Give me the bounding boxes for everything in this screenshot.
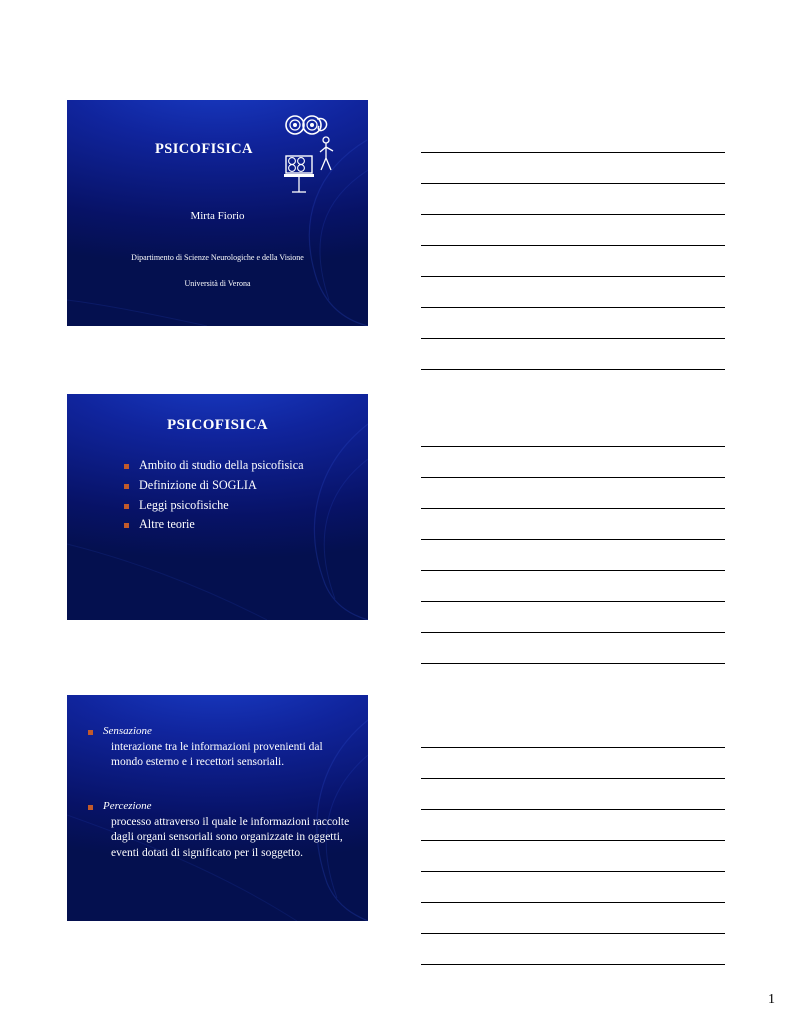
notes-area-2[interactable] bbox=[421, 416, 725, 664]
note-line[interactable] bbox=[421, 308, 725, 339]
note-line[interactable] bbox=[421, 184, 725, 215]
page-number: 1 bbox=[768, 992, 775, 1007]
slide-department: Dipartimento di Scienze Neurologiche e della Visione bbox=[131, 253, 304, 262]
definition-block-percezione bbox=[87, 800, 352, 861]
note-line[interactable] bbox=[421, 447, 725, 478]
note-line[interactable] bbox=[421, 571, 725, 602]
notes-area-3[interactable] bbox=[421, 717, 725, 965]
slide-title-text: PSICOFISICA bbox=[166, 417, 269, 433]
note-line[interactable] bbox=[421, 339, 725, 370]
slide-definitions[interactable] bbox=[67, 695, 368, 921]
note-line[interactable] bbox=[421, 478, 725, 509]
note-line[interactable] bbox=[421, 277, 725, 308]
note-line[interactable] bbox=[421, 509, 725, 540]
note-line[interactable] bbox=[421, 748, 725, 779]
slide-title-text: PSICOFISICA bbox=[155, 141, 253, 157]
note-line[interactable] bbox=[421, 810, 725, 841]
note-line[interactable] bbox=[421, 903, 725, 934]
note-line[interactable] bbox=[421, 122, 725, 153]
slide-title[interactable] bbox=[67, 100, 368, 326]
note-line[interactable] bbox=[421, 934, 725, 965]
note-line[interactable] bbox=[421, 872, 725, 903]
list-item: Ambito di studio della psicofisica bbox=[123, 456, 353, 476]
notes-area-1[interactable] bbox=[421, 122, 725, 370]
projector-and-film-icon bbox=[282, 114, 344, 194]
note-line[interactable] bbox=[421, 246, 725, 277]
note-rule bbox=[421, 369, 725, 370]
list-item: Leggi psicofisiche bbox=[123, 496, 353, 516]
note-line[interactable] bbox=[421, 540, 725, 571]
list-item: Definizione di SOGLIA bbox=[123, 476, 353, 496]
bullet-list bbox=[123, 456, 353, 535]
slide-outline[interactable] bbox=[67, 394, 368, 620]
slide-author: Mirta Fiorio bbox=[190, 210, 245, 222]
list-item: Altre teorie bbox=[123, 515, 353, 535]
term-definition: processo attraverso il quale le informazioni raccolte dagli organi sensoriali sono organizzate in oggetti, eventi dotati di significato per il soggetto. bbox=[111, 816, 350, 859]
term-definition: interazione tra le informazioni provenienti dal mondo esterno e i recettori sensoriali. bbox=[111, 741, 323, 769]
note-line[interactable] bbox=[421, 633, 725, 664]
term-label: Sensazione bbox=[87, 725, 352, 737]
note-line[interactable] bbox=[421, 841, 725, 872]
note-line[interactable] bbox=[421, 215, 725, 246]
note-line[interactable] bbox=[421, 717, 725, 748]
slide-university: Università di Verona bbox=[184, 279, 251, 288]
note-rule bbox=[421, 663, 725, 664]
definition-block-sensazione bbox=[87, 725, 352, 771]
note-rule bbox=[421, 964, 725, 965]
term-label: Percezione bbox=[87, 800, 352, 812]
note-line[interactable] bbox=[421, 416, 725, 447]
note-line[interactable] bbox=[421, 153, 725, 184]
note-line[interactable] bbox=[421, 779, 725, 810]
note-line[interactable] bbox=[421, 602, 725, 633]
